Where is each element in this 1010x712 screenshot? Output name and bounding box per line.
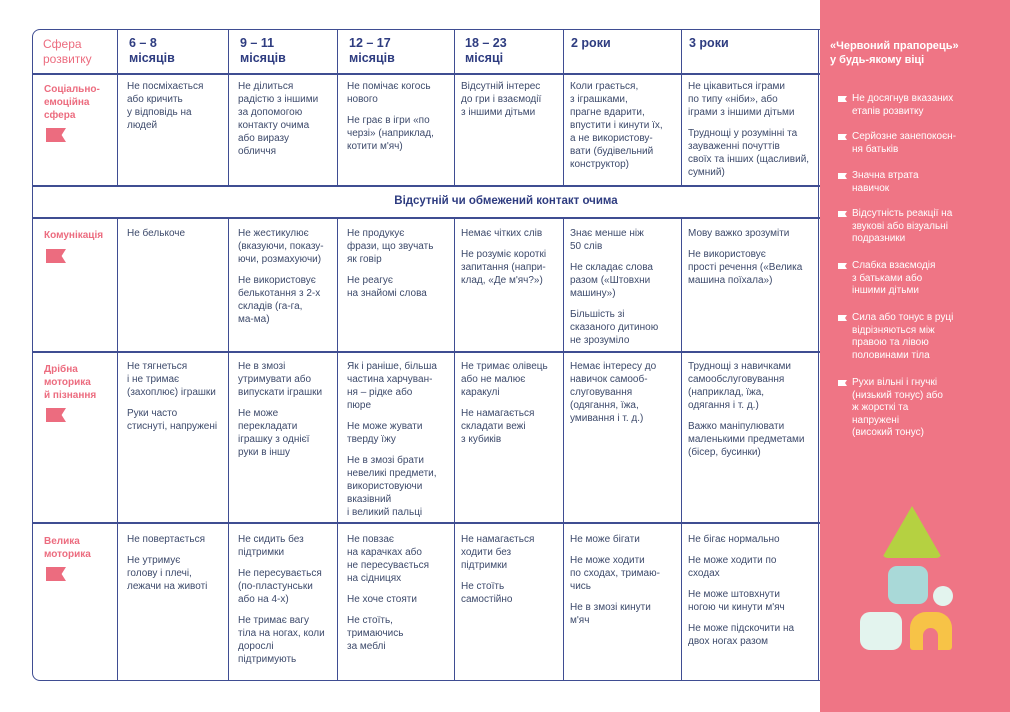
header-age-2-years: 2 роки bbox=[571, 36, 611, 50]
column-divider bbox=[818, 30, 819, 681]
cell-text: Не тримає олівець або не малює каракулі bbox=[461, 361, 548, 398]
area-communication: Комунікація bbox=[44, 230, 104, 241]
red-flag-item bbox=[838, 131, 996, 156]
cell-text: Немає чітких слів bbox=[461, 228, 543, 239]
cell-text: Не повертається bbox=[127, 534, 205, 545]
column-divider bbox=[454, 30, 455, 185]
cell-text: Не посміхається або кричить у відповідь на людей bbox=[127, 81, 204, 131]
cell-text: Не використовує прості речення («Велика машина поїхала») bbox=[688, 249, 803, 286]
cell-text: Не повзає на карачках або не пересувається на сідницях bbox=[347, 534, 430, 584]
cell-text: Не ділиться радістю з іншими за допомогою контакту очима або виразу обличчя bbox=[238, 81, 319, 157]
flag-bullet-icon bbox=[838, 96, 847, 102]
cell-text: Не стоїть самостійно bbox=[461, 581, 513, 605]
cell-text: Не утримує голову і плечі, лежачи на животі bbox=[127, 555, 208, 592]
table-cell bbox=[238, 360, 334, 467]
cell-text: Не цікавиться іграми по типу «ніби», або іграми з іншими дітьми bbox=[688, 81, 795, 118]
square-block-icon bbox=[888, 566, 928, 604]
arch-cutout bbox=[923, 628, 938, 650]
cell-text: Не грає в ігри «по черзі» (наприклад, котити м'яч) bbox=[347, 115, 434, 152]
cell-text: Не може ходити по сходах bbox=[688, 555, 777, 579]
cell-text: Не використовує белькотання з 2-х складів (га-га, ма-ма) bbox=[238, 275, 321, 325]
flag-icon bbox=[46, 567, 66, 581]
header-age-12-17: 12 – 17 місяців bbox=[349, 36, 395, 65]
column-divider bbox=[681, 217, 682, 681]
cell-text: Не реагує на знайомі слова bbox=[347, 275, 427, 299]
eye-contact-banner: Відсутній чи обмежений контакт очима bbox=[394, 195, 618, 207]
cell-text: Не може перекладати іграшку з однієї руки в іншу bbox=[238, 408, 310, 458]
column-divider bbox=[337, 217, 338, 681]
cell-text: Не в змозі кинути м'яч bbox=[570, 602, 651, 626]
column-divider bbox=[337, 30, 338, 185]
cell-text: Не тримає вагу тіла на ногах, коли дорослі підтримують bbox=[238, 615, 325, 665]
cell-text: Руки часто стиснуті, напружені bbox=[127, 408, 218, 432]
cell-text: Важко маніпулювати маленькими предметами (бісер, бусинки) bbox=[688, 421, 805, 458]
table-cell bbox=[347, 227, 451, 308]
cell-text: Труднощі з навичками самообслуговування (наприклад, їжа, одягання і т. д.) bbox=[688, 361, 791, 411]
red-flag-text: Слабка взаємодія з батьками або іншими дітьми bbox=[852, 260, 936, 296]
red-flag-text: Серйозне занепокоєн- ня батьків bbox=[852, 131, 957, 155]
flag-bullet-icon bbox=[838, 173, 847, 179]
header-age-6-8: 6 – 8 місяців bbox=[129, 36, 175, 65]
red-flag-item bbox=[838, 377, 996, 440]
area-fine-motor: Дрібна моторика й пізнання bbox=[44, 364, 97, 401]
flag-icon bbox=[46, 408, 66, 422]
cell-text: Не продукує фрази, що звучать як говір bbox=[347, 228, 434, 265]
flag-bullet-icon bbox=[838, 211, 847, 217]
table-cell bbox=[127, 360, 225, 441]
area-gross-motor: Велика моторика bbox=[44, 536, 91, 560]
flag-bullet-icon bbox=[838, 263, 847, 269]
cell-text: Не може підскочити на двох ногах разом bbox=[688, 623, 795, 647]
red-flags-title: «Червоний прапорець» у будь-якому віці bbox=[830, 40, 959, 66]
table-cell bbox=[688, 227, 816, 295]
cell-text: Не помічає когось нового bbox=[347, 81, 431, 105]
table-cell bbox=[127, 80, 225, 140]
cell-text: Не жестикулює (вказуючи, показу- ючи, розмахуючи) bbox=[238, 228, 324, 265]
cell-text: Не белькоче bbox=[127, 228, 186, 239]
cell-text: Більшість зі сказаного дитиною не зрозуміло bbox=[570, 309, 659, 346]
red-flag-text: Відсутність реакції на звукові або візуальні подразники bbox=[852, 208, 953, 244]
table-cell bbox=[347, 533, 451, 661]
table-cell bbox=[570, 533, 678, 635]
table-cell bbox=[347, 360, 451, 527]
table-cell bbox=[238, 533, 334, 674]
cell-text: Немає інтересу до навичок самооб- слуговування (одягання, їжа, умивання і т. д.) bbox=[570, 361, 657, 424]
red-flag-item bbox=[838, 170, 996, 195]
cell-text: Не стоїть, тримаючись за меблі bbox=[347, 615, 404, 652]
cell-text: Відсутній інтерес до гри і взаємодії з іншими дітьми bbox=[461, 81, 542, 118]
column-divider bbox=[228, 30, 229, 185]
area-social-emotional: Соціально- емоційна сфера bbox=[44, 84, 100, 121]
cell-text: Не може ходити по сходах, тримаю- чись bbox=[570, 555, 660, 592]
table-cell bbox=[688, 80, 816, 187]
table-cell bbox=[570, 227, 678, 355]
cell-text: Не бігає нормально bbox=[688, 534, 780, 545]
cell-text: Знає менше ніж 50 слів bbox=[570, 228, 644, 252]
table-cell bbox=[570, 80, 678, 179]
column-divider bbox=[454, 217, 455, 681]
column-divider bbox=[117, 217, 118, 681]
table-cell bbox=[127, 227, 225, 248]
circle-block-icon bbox=[933, 586, 953, 606]
red-flag-item bbox=[838, 93, 996, 118]
table-cell bbox=[688, 533, 816, 656]
cell-text: Не намагається ходити без підтримки bbox=[461, 534, 535, 571]
red-flag-text: Рухи вільні і гнучкі (низький тонус) або ж жорсткі та напружені (високий тонус) bbox=[852, 377, 943, 438]
red-flags-panel bbox=[820, 0, 1010, 712]
cell-text: Труднощі у розумінні та зауваженні почуттів своїх та інших (щасливий, сумний) bbox=[688, 128, 810, 178]
red-flag-text: Значна втрата навичок bbox=[852, 170, 919, 194]
table-cell bbox=[127, 533, 225, 601]
table-cell bbox=[461, 80, 559, 127]
flag-bullet-icon bbox=[838, 134, 847, 140]
table-cell bbox=[461, 227, 559, 295]
column-divider bbox=[563, 30, 564, 185]
cell-text: Не в змозі утримувати або випускати іграшки bbox=[238, 361, 323, 398]
triangle-block-icon bbox=[882, 506, 942, 558]
table-cell bbox=[461, 360, 559, 454]
table-cell bbox=[688, 360, 816, 467]
red-flag-item bbox=[838, 312, 996, 362]
cell-text: Не пересувається (по-пластунськи або на 4-х) bbox=[238, 568, 322, 605]
flag-icon bbox=[46, 128, 66, 142]
cell-text: Не хоче стояти bbox=[347, 594, 417, 605]
cell-text: Не може штовхнути ногою чи кинути м'яч bbox=[688, 589, 785, 613]
header-age-9-11: 9 – 11 місяців bbox=[240, 36, 286, 65]
table-cell bbox=[461, 533, 559, 614]
table-cell bbox=[570, 360, 678, 433]
red-flag-item bbox=[838, 208, 996, 246]
column-divider bbox=[228, 217, 229, 681]
column-divider bbox=[681, 30, 682, 185]
cell-text: Не тягнеться і не тримає (захоплює) іграшки bbox=[127, 361, 216, 398]
cell-text: Не може жувати тверду їжу bbox=[347, 421, 423, 445]
cell-text: Коли грається, з іграшками, прагне вдарити, впустити і кинути їх, а не використову- вати (будівельний конструктор) bbox=[570, 81, 663, 170]
cell-text: Не в змозі брати невеликі предмети, використовуючи вказівний і великий пальці bbox=[347, 455, 437, 518]
flag-bullet-icon bbox=[838, 315, 847, 321]
header-age-18-23: 18 – 23 місяці bbox=[465, 36, 507, 65]
column-divider bbox=[117, 30, 118, 185]
table-cell bbox=[238, 80, 334, 166]
mint-block-icon bbox=[860, 612, 902, 650]
cell-text: Як і раніше, більша частина харчуван- ня – рідке або пюре bbox=[347, 361, 437, 411]
red-flag-text: Сила або тонус в руці відрізняються між правою та лівою половинами тіла bbox=[852, 312, 954, 361]
cell-text: Не сидить без підтримки bbox=[238, 534, 304, 558]
flag-icon bbox=[46, 249, 66, 263]
red-flag-item bbox=[838, 260, 996, 298]
cell-text: Не намагається складати вежі з кубиків bbox=[461, 408, 535, 445]
cell-text: Не розуміє короткі запитання (напри- клад, «Де м'яч?») bbox=[461, 249, 547, 286]
column-divider bbox=[563, 217, 564, 681]
red-flag-text: Не досягнув вказаних етапів розвитку bbox=[852, 93, 954, 117]
header-age-3-years: 3 роки bbox=[689, 36, 729, 50]
table-cell bbox=[347, 80, 451, 161]
cell-text: Не складає слова разом («Штовхни машину») bbox=[570, 262, 653, 299]
table-cell bbox=[238, 227, 334, 334]
cell-text: Не може бігати bbox=[570, 534, 640, 545]
header-area: Сфера розвитку bbox=[43, 37, 92, 66]
cell-text: Мову важко зрозуміти bbox=[688, 228, 790, 239]
flag-bullet-icon bbox=[838, 380, 847, 386]
